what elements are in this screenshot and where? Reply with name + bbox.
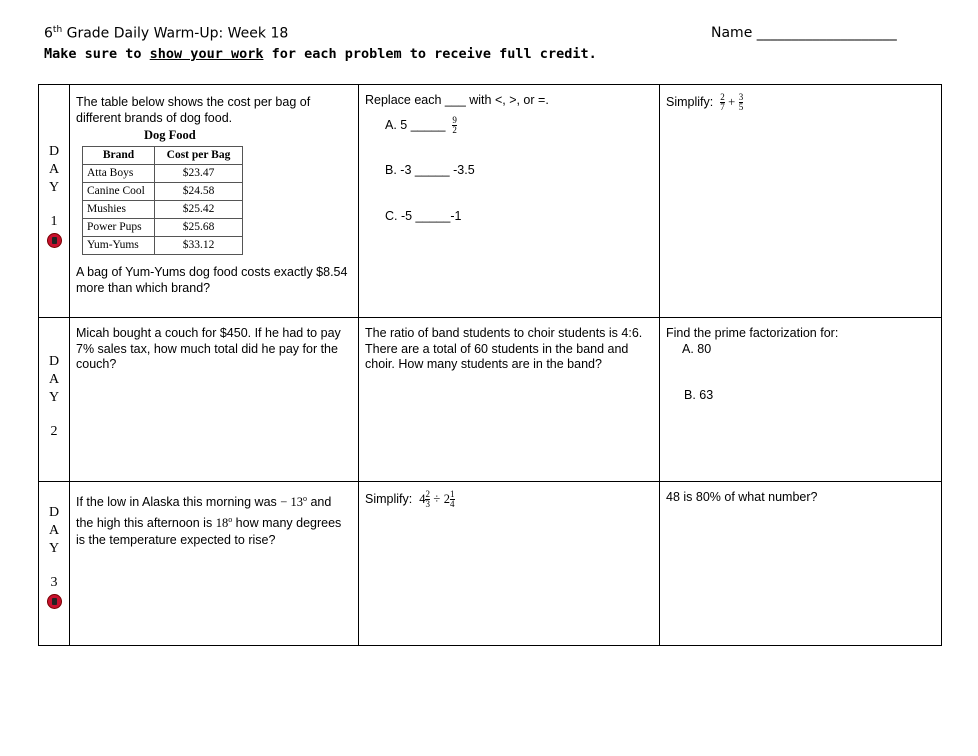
instructions: Make sure to show your work for each problem to receive full credit.	[44, 46, 597, 62]
day-row	[39, 318, 942, 482]
dog-food-table: Brand Cost per Bag Atta Boys $23.47 Canine Cool $24.58 Mushies $25.42 Power Pups $25.68 Yum-Yums $33.12	[82, 146, 243, 255]
name-field[interactable]: Name ____________________	[711, 25, 897, 41]
day-label-1: D A Y 1	[39, 85, 70, 318]
table-row: Canine Cool $24.58	[83, 183, 243, 201]
warmup-grid	[38, 84, 942, 646]
day-row	[39, 482, 942, 646]
day2-problem1: Micah bought a couch for $450. If he had to pay 7% sales tax, how much total did he pay for the couch?	[70, 318, 359, 482]
day-label-2: D A Y 2	[39, 318, 70, 482]
dog-food-table-title: Dog Food	[144, 128, 196, 142]
day-row	[39, 85, 942, 318]
table-row: Power Pups $25.68	[83, 219, 243, 237]
day3-problem2: Simplify: 4 $\frac{2}{3}$ ÷ 2 $\frac{1}{4}$	[359, 482, 660, 646]
no-calculator-icon	[47, 594, 62, 609]
table-row: Yum-Yums $33.12	[83, 237, 243, 255]
day2-problem3: Find the prime factorization for: A. 80 B. 63	[660, 318, 942, 482]
day1-problem1: The table below shows the cost per bag of different brands of dog food. Dog Food Brand Cost per Bag Atta Boys $23.47 Canine Cool $24.58 Mushies $25.42 Power Pups $25.68 Yum-Yums $33.12 A bag of Yum-Yums dog food costs exactly $8.54 more than which brand?	[70, 85, 359, 318]
table-row: Atta Boys $23.47	[83, 165, 243, 183]
worksheet-title: 6th Grade Daily Warm-Up: Week 18	[44, 25, 289, 42]
no-calculator-icon	[47, 233, 62, 248]
day2-problem2: The ratio of band students to choir students is 4:6. There are a total of 60 students in the band and choir. How many students are in the band?	[359, 318, 660, 482]
day1-problem3: Simplify: $\frac{2}{7}$ + $\frac{3}{5}$	[660, 85, 942, 318]
day3-problem3: 48 is 80% of what number?	[660, 482, 942, 646]
table-row: Mushies $25.42	[83, 201, 243, 219]
day3-problem1: If the low in Alaska this morning was − $13^o$ and the high this afternoon is 18$^o$ how many degrees is the temperature expected to rise?	[70, 482, 359, 646]
day-label-3: D A Y 3	[39, 482, 70, 646]
day1-problem2: Replace each ___ with <, >, or =. A. 5 _____ $\frac{9}{2}$ B. -3 _____ -3.5 C. -5 _____-1	[359, 85, 660, 318]
